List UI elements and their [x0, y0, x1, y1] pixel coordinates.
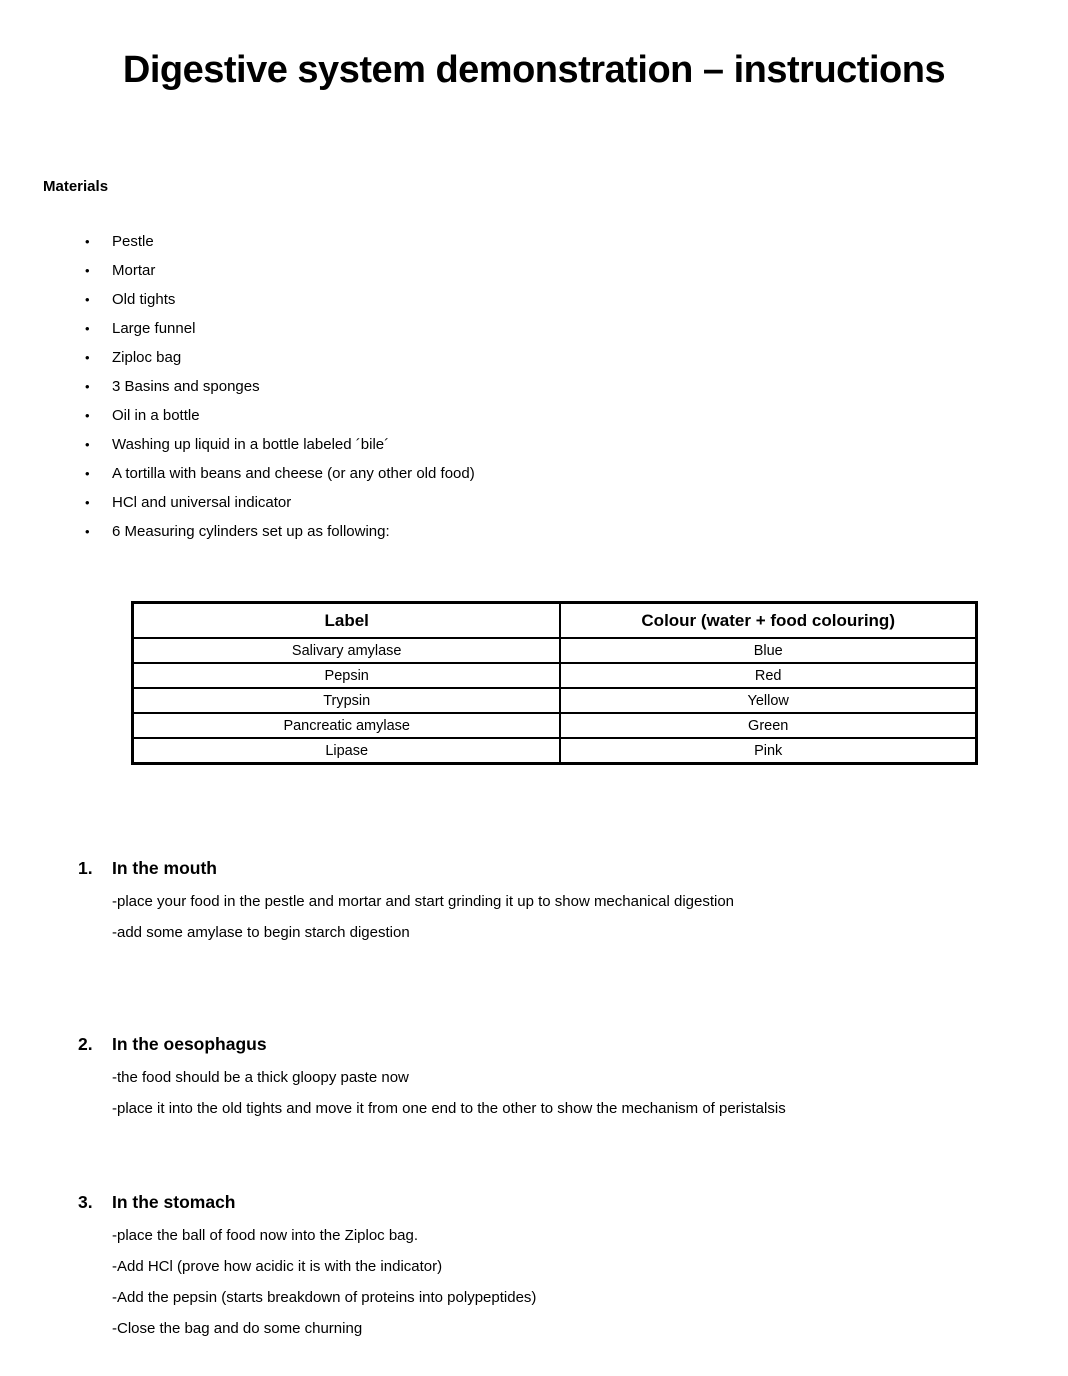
table-header-colour: Colour (water + food colouring): [560, 603, 976, 639]
list-item: [0, 401, 1068, 430]
instruction-line: -Add HCl (prove how acidic it is with the indicator): [112, 1258, 443, 1275]
instruction-line: -place the ball of food now into the Ziploc bag.: [112, 1227, 419, 1244]
step-title: In the stomach: [112, 1192, 236, 1212]
step-section-stomach: [78, 1189, 1068, 1344]
table-row: [133, 663, 977, 688]
step-title: In the oesophagus: [112, 1034, 267, 1054]
bullet-icon: •: [85, 350, 90, 365]
table-cell-label: Pepsin: [133, 663, 561, 688]
table-cell-colour: Blue: [560, 638, 976, 663]
bullet-icon: •: [85, 524, 90, 539]
step-instructions: [78, 1220, 1068, 1344]
list-item-text: 3 Basins and sponges: [112, 378, 260, 395]
bullet-icon: •: [85, 495, 90, 510]
table-cell-colour: Pink: [560, 738, 976, 764]
table-row: [133, 638, 977, 663]
materials-list: [0, 227, 1068, 546]
table-row: [133, 713, 977, 738]
step-number: 2.: [78, 1034, 93, 1054]
list-item: [0, 488, 1068, 517]
list-item: [0, 285, 1068, 314]
table-header-label: Label: [133, 603, 561, 639]
step-heading: [78, 1189, 1068, 1215]
bullet-icon: •: [85, 408, 90, 423]
step-title: In the mouth: [112, 858, 217, 878]
list-item: [0, 517, 1068, 546]
step-heading: [78, 855, 1068, 881]
table-row: [133, 688, 977, 713]
instruction-line: -Close the bag and do some churning: [112, 1320, 363, 1337]
list-item: [0, 314, 1068, 343]
bullet-icon: •: [85, 379, 90, 394]
page-title: Digestive system demonstration – instructions: [122, 49, 946, 91]
bullet-icon: •: [85, 234, 90, 249]
instruction-line: -place your food in the pestle and mortar and start grinding it up to show mechanical digestion: [112, 893, 735, 910]
step-section-oesophagus: [78, 1031, 1068, 1124]
table-cell-colour: Red: [560, 663, 976, 688]
table-header-row: [133, 603, 977, 639]
list-item: [0, 227, 1068, 256]
bullet-icon: •: [85, 321, 90, 336]
table-cell-label: Trypsin: [133, 688, 561, 713]
materials-heading: Materials: [43, 178, 109, 195]
bullet-icon: •: [85, 263, 90, 278]
list-item: [0, 372, 1068, 401]
list-item-text: Ziploc bag: [112, 349, 182, 366]
table-cell-colour: Green: [560, 713, 976, 738]
list-item-text: Large funnel: [112, 320, 196, 337]
list-item-text: Mortar: [112, 262, 156, 279]
list-item: [0, 256, 1068, 285]
step-heading: [78, 1031, 1068, 1057]
step-instructions: [78, 1062, 1068, 1124]
list-item-text: Washing up liquid in a bottle labeled ´bile´: [112, 436, 390, 453]
bullet-icon: •: [85, 437, 90, 452]
instruction-line: -add some amylase to begin starch digestion: [112, 924, 410, 941]
step-instructions: [78, 886, 1068, 948]
instruction-line: -Add the pepsin (starts breakdown of proteins into polypeptides): [112, 1289, 537, 1306]
table-cell-label: Salivary amylase: [133, 638, 561, 663]
bullet-icon: •: [85, 466, 90, 481]
table-cell-label: Lipase: [133, 738, 561, 764]
list-item-text: Pestle: [112, 233, 154, 250]
list-item-text: Oil in a bottle: [112, 407, 200, 424]
list-item-text: Old tights: [112, 291, 176, 308]
bullet-icon: •: [85, 292, 90, 307]
cylinder-table: [131, 601, 978, 765]
instruction-line: -the food should be a thick gloopy paste now: [112, 1069, 409, 1086]
step-number: 1.: [78, 858, 93, 878]
table-row: [133, 738, 977, 764]
step-section-mouth: [78, 855, 1068, 948]
table-cell-colour: Yellow: [560, 688, 976, 713]
list-item: [0, 430, 1068, 459]
instruction-line: -place it into the old tights and move it from one end to the other to show the mechanism of peristalsis: [112, 1100, 786, 1117]
list-item-text: HCl and universal indicator: [112, 494, 292, 511]
list-item: [0, 459, 1068, 488]
list-item-text: 6 Measuring cylinders set up as following:: [112, 523, 390, 540]
list-item-text: A tortilla with beans and cheese (or any other old food): [112, 465, 475, 482]
step-number: 3.: [78, 1192, 93, 1212]
list-item: [0, 343, 1068, 372]
table-cell-label: Pancreatic amylase: [133, 713, 561, 738]
